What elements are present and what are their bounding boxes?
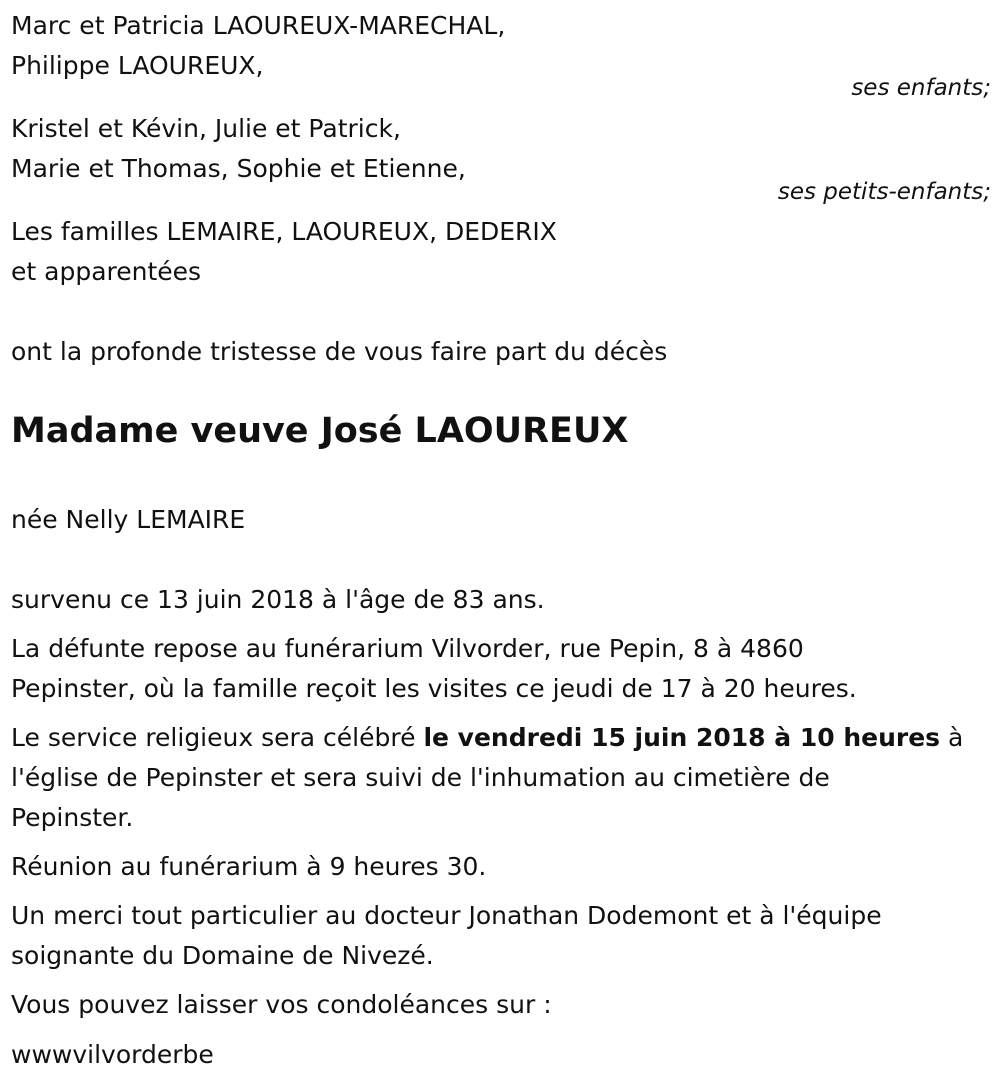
thanks-line-2: soignante du Domaine de Nivezé. bbox=[11, 941, 434, 970]
meeting-info: Réunion au funérarium à 9 heures 30. bbox=[11, 852, 487, 881]
grandchildren-name-2: Marie et Thomas, Sophie et Etienne, bbox=[11, 154, 466, 183]
service-before: Le service religieux sera célébré bbox=[11, 723, 424, 752]
grandchildren-role: ses petits-enfants; bbox=[777, 179, 991, 205]
obituary-notice bbox=[11, 0, 991, 1087]
families-line-1: Les familles LEMAIRE, LAOUREUX, DEDERIX bbox=[11, 217, 557, 246]
service-line-2: l'église de Pepinster et sera suivi de l'inhumation au cimetière de bbox=[11, 763, 830, 792]
service-date-time: le vendredi 15 juin 2018 à 10 heures bbox=[423, 723, 941, 752]
condolences-text: Vous pouvez laisser vos condoléances sur : bbox=[11, 990, 552, 1019]
children-name-1: Marc et Patricia LAOUREUX-MARECHAL, bbox=[11, 11, 506, 40]
announcement-text: ont la profonde tristesse de vous faire part du décès bbox=[11, 337, 668, 366]
deceased-name: Madame veuve José LAOUREUX bbox=[11, 411, 629, 451]
families-line-2: et apparentées bbox=[11, 257, 202, 286]
thanks-line-1: Un merci tout particulier au docteur Jonathan Dodemont et à l'équipe bbox=[11, 901, 882, 930]
website-link[interactable]: wwwvilvorderbe bbox=[11, 1040, 214, 1069]
service-line-3: Pepinster. bbox=[11, 803, 134, 832]
birth-name: née Nelly LEMAIRE bbox=[11, 505, 246, 534]
service-line-1 bbox=[11, 718, 963, 758]
repose-line-1: La défunte repose au funérarium Vilvorder, rue Pepin, 8 à 4860 bbox=[11, 634, 804, 663]
grandchildren-name-1: Kristel et Kévin, Julie et Patrick, bbox=[11, 114, 401, 143]
service-after: à bbox=[940, 723, 964, 752]
children-role: ses enfants; bbox=[851, 75, 991, 101]
children-name-2: Philippe LAOUREUX, bbox=[11, 51, 264, 80]
repose-line-2: Pepinster, où la famille reçoit les visites ce jeudi de 17 à 20 heures. bbox=[11, 674, 857, 703]
death-info: survenu ce 13 juin 2018 à l'âge de 83 ans. bbox=[11, 585, 545, 614]
